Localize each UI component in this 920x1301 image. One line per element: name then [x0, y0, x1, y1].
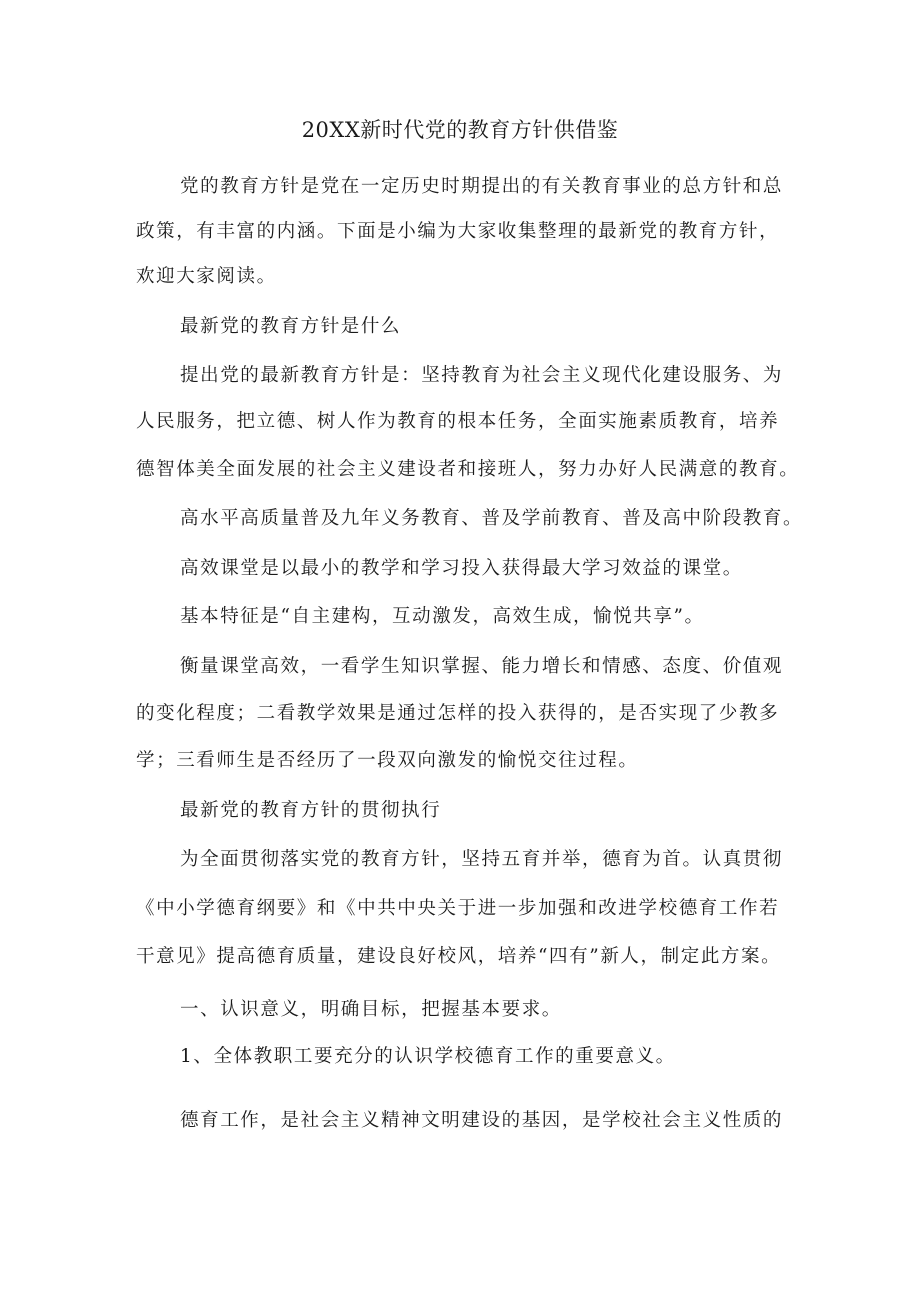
paragraph-line: 高效课堂是以最小的教学和学习投入获得最大学习效益的课堂。 — [180, 558, 743, 579]
paragraph-line: 为全面贯彻落实党的教育方针，坚持五育并举，德育为首。认真贯彻 — [180, 849, 784, 870]
document-title: 20XX新时代党的教育方针供借鉴 — [301, 118, 619, 142]
paragraph-line: 德育工作，是社会主义精神文明建设的基因，是学校社会主义性质的 — [180, 1110, 784, 1131]
paragraph-line: 的变化程度；二看教学效果是通过怎样的投入获得的，是否实现了少教多 — [136, 703, 780, 724]
paragraph-line: 政策，有丰富的内涵。下面是小编为大家收集整理的最新党的教育方针， — [136, 221, 780, 242]
paragraph-line: 《中小学德育纲要》和《中共中央关于进一步加强和改进学校德育工作若 — [136, 898, 780, 919]
paragraph-line: 欢迎大家阅读。 — [136, 266, 277, 287]
section-heading: 最新党的教育方针的贯彻执行 — [180, 800, 442, 821]
section-heading: 最新党的教育方针是什么 — [180, 316, 402, 337]
list-item: 1、全体教职工要充分的认识学校德育工作的重要意义。 — [180, 1046, 676, 1067]
paragraph-line: 党的教育方针是党在一定历史时期提出的有关教育事业的总方针和总 — [180, 176, 784, 197]
paragraph-line: 高水平高质量普及九年义务教育、普及学前教育、普及高中阶段教育。 — [180, 508, 804, 529]
paragraph-line: 提出党的最新教育方针是：坚持教育为社会主义现代化建设服务、为 — [180, 365, 784, 386]
paragraph-line: 德智体美全面发展的社会主义建设者和接班人，努力办好人民满意的教育。 — [136, 459, 800, 480]
paragraph-line: 基本特征是“自主建构，互动激发，高效生成，愉悦共享”。 — [180, 606, 705, 627]
paragraph-line: 人民服务，把立德、树人作为教育的根本任务，全面实施素质教育，培养 — [136, 411, 780, 432]
paragraph-line: 衡量课堂高效，一看学生知识掌握、能力增长和情感、态度、价值观 — [180, 656, 784, 677]
paragraph-line: 干意见》提高德育质量，建设良好校风，培养“四有”新人，制定此方案。 — [136, 946, 782, 967]
list-item: 一、认识意义，明确目标，把握基本要求。 — [180, 999, 562, 1020]
paragraph-line: 学；三看师生是否经历了一段双向激发的愉悦交往过程。 — [136, 750, 639, 771]
